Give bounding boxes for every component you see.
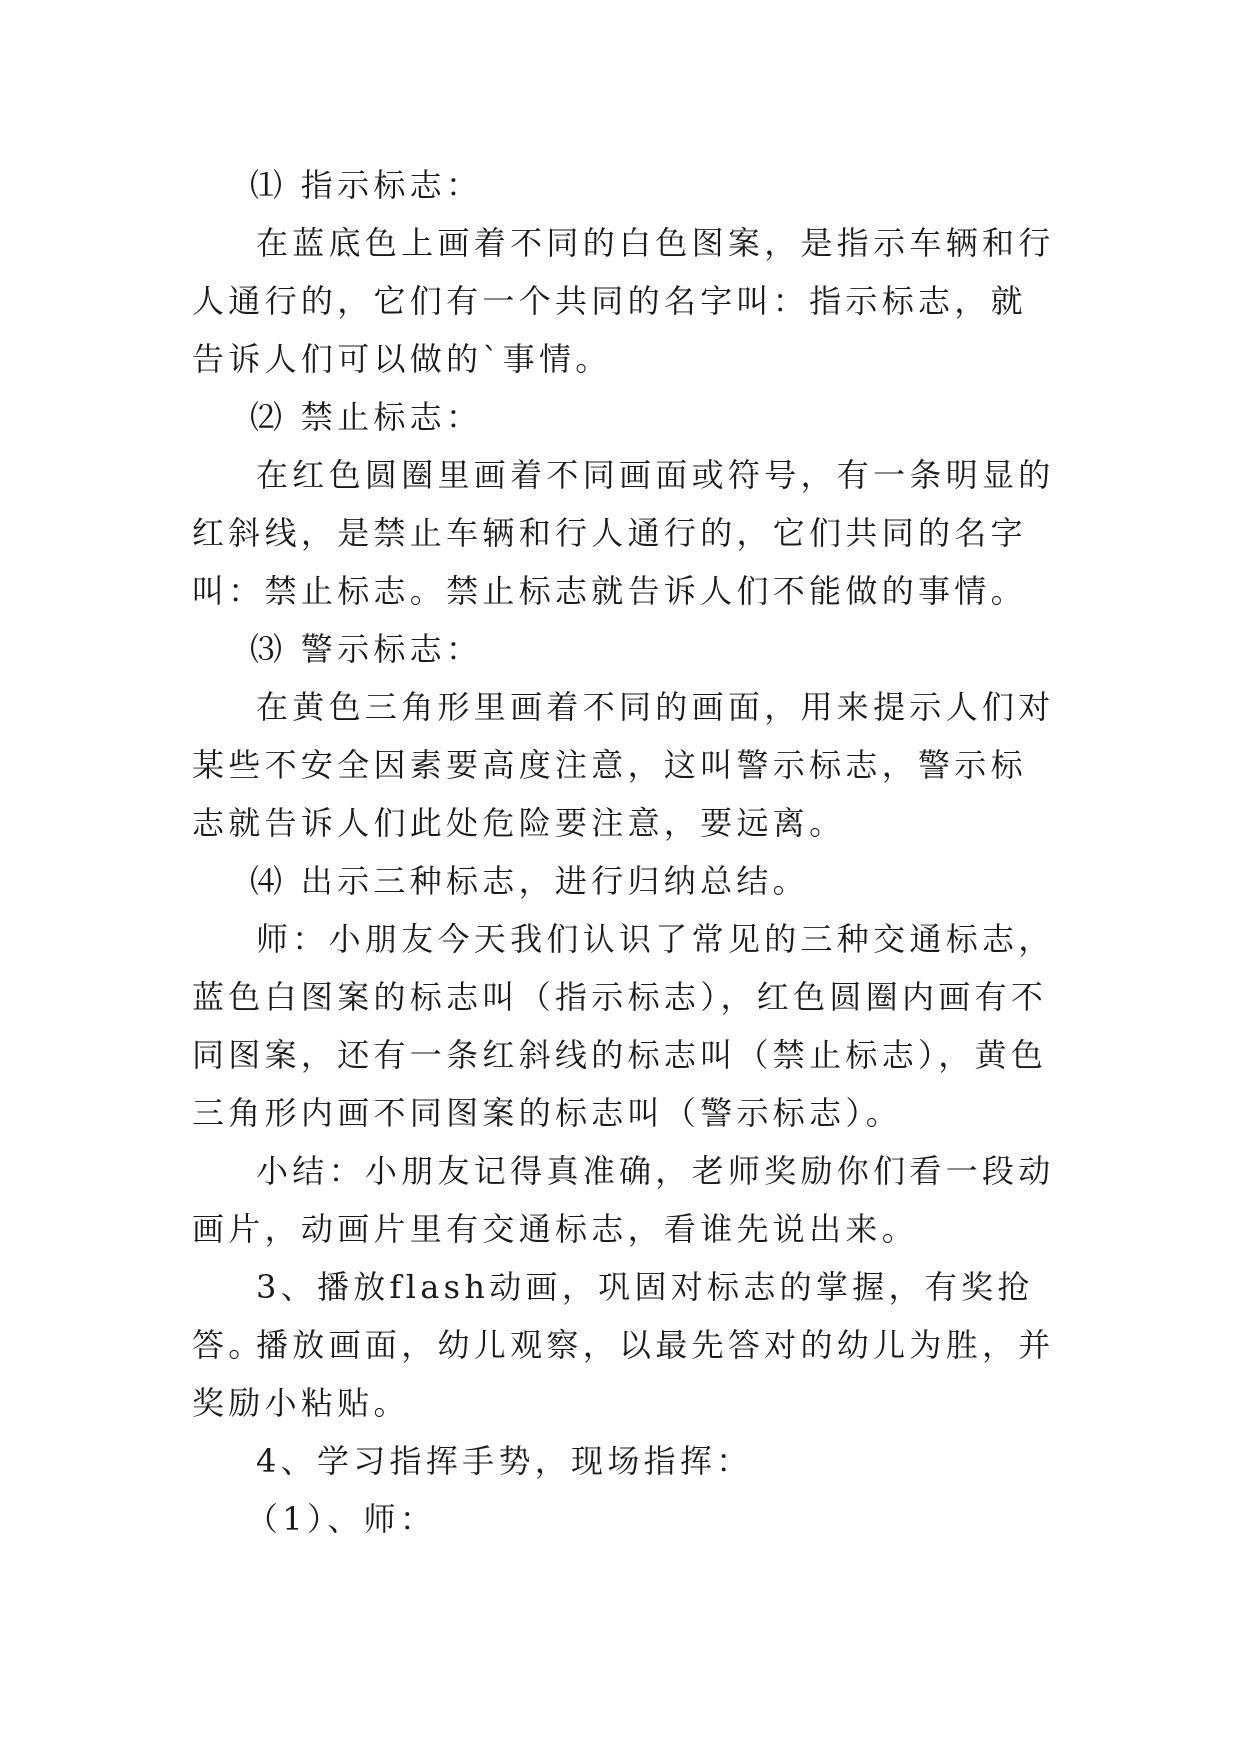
- paragraph-conclusion: 小结：小朋友记得真准确，老师奖励你们看一段动画片，动画片里有交通标志，看谁先说出来。: [192, 1152, 1055, 1248]
- paragraph-warning-signs: 在黄色三角形里画着不同的画面，用来提示人们对某些不安全因素要高度注意，这叫警示标志，警示标志就告诉人们此处危险要注意，要远离。: [192, 688, 1055, 842]
- paragraph-step-4-1: （1）、师：: [246, 1500, 437, 1538]
- heading-summary-step: ⑷ 出示三种标志，进行归纳总结。: [250, 862, 809, 900]
- heading-prohibition-signs: ⑵ 禁止标志：: [250, 398, 483, 436]
- heading-indicator-signs: ⑴ 指示标志：: [250, 166, 483, 204]
- paragraph-prohibition-signs: 在红色圆圈里画着不同画面或符号，有一条明显的红斜线，是禁止车辆和行人通行的，它们共同的名字叫：禁止标志。禁止标志就告诉人们不能做的事情。: [192, 456, 1055, 610]
- paragraph-step-3: 3、播放flash动画，巩固对标志的掌握，有奖抢答。: [192, 1268, 1034, 1364]
- paragraph-play-animation: 播放画面，幼儿观察，以最先答对的幼儿为胜，并奖励小粘贴。: [192, 1326, 1055, 1422]
- paragraph-teacher-summary: 师：小朋友今天我们认识了常见的三种交通标志，蓝色白图案的标志叫（指示标志），红色圆圈内画有不同图案，还有一条红斜线的标志叫（禁止标志），黄色三角形内画不同图案的标志叫（警示标志）。: [192, 920, 1055, 1132]
- paragraph-step-4: 4、学习指挥手势，现场指挥：: [256, 1442, 753, 1480]
- heading-warning-signs: ⑶ 警示标志：: [250, 630, 483, 668]
- paragraph-indicator-signs: 在蓝底色上画着不同的白色图案，是指示车辆和行人通行的，它们有一个共同的名字叫：指示标志，就告诉人们可以做的`事情。: [192, 224, 1055, 378]
